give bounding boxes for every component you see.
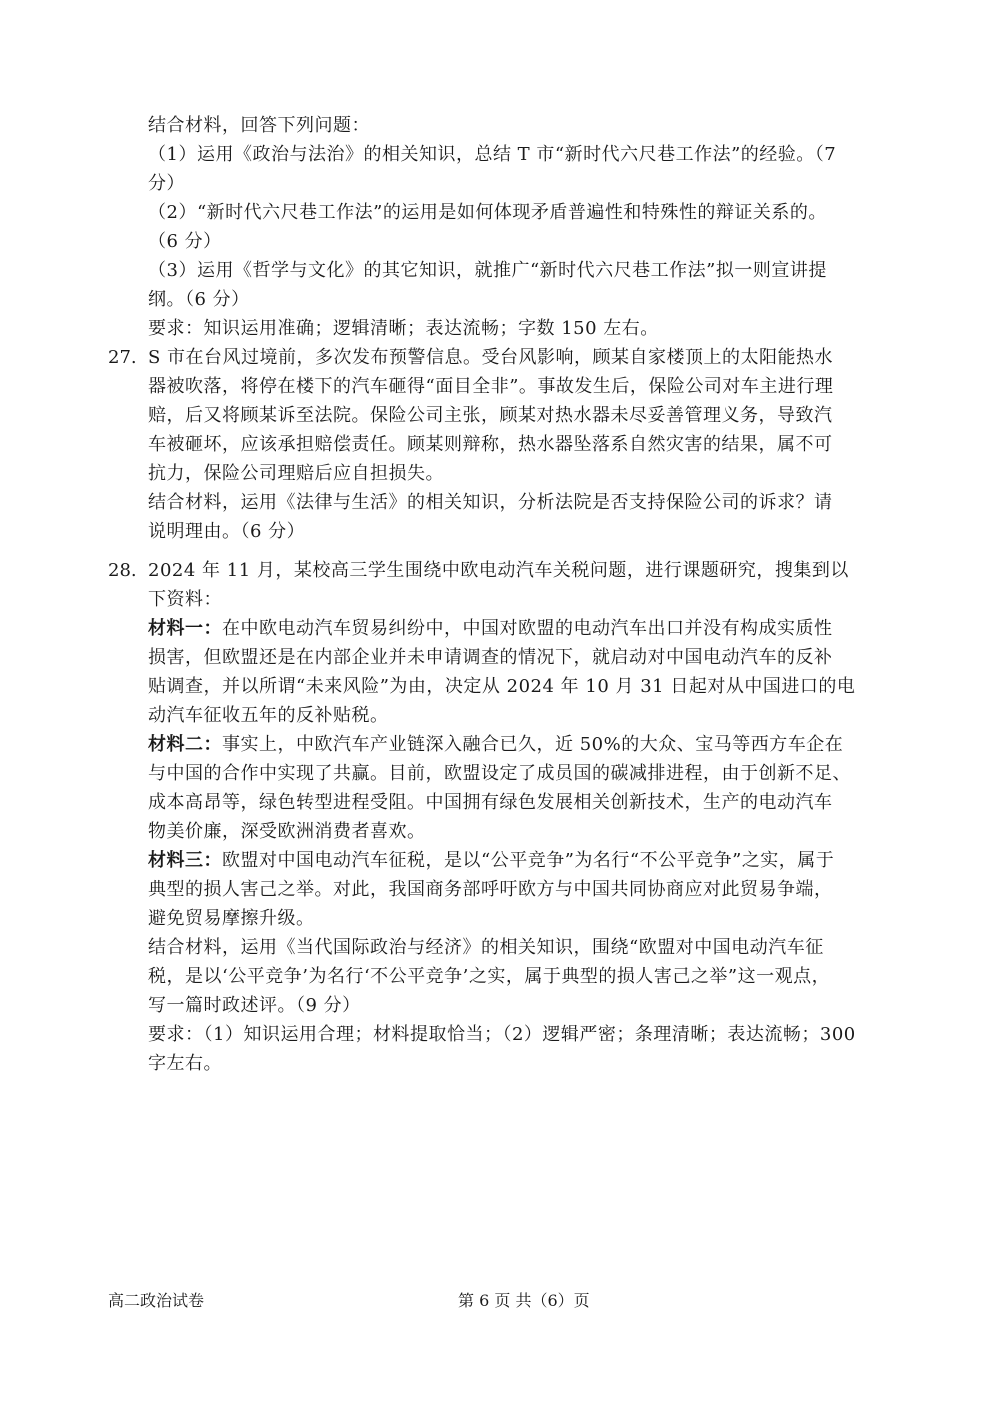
material-3-line3: 避免贸易摩擦升级。 xyxy=(148,908,315,929)
material-1-text: 在中欧电动汽车贸易纠纷中，中国对欧盟的电动汽车出口并没有构成实质性 xyxy=(222,618,833,639)
q26-requirement: 要求：知识运用准确；逻辑清晰；表达流畅；字数 150 左右。 xyxy=(148,318,659,339)
footer-exam-title: 高二政治试卷 xyxy=(108,1291,205,1310)
q27-question-line1: 结合材料，运用《法律与生活》的相关知识，分析法院是否支持保险公司的诉求？请 xyxy=(148,492,833,513)
q26-sub3-line2: 纲。（6 分） xyxy=(148,289,250,310)
material-1-line2: 损害，但欧盟还是在内部企业并未申请调查的情况下，就启动对中国电动汽车的反补 xyxy=(148,647,833,668)
q27-text-line: 器被吹落，将停在楼下的汽车砸得“面目全非”。事故发生后，保险公司对车主进行理 xyxy=(148,376,834,397)
material-1-line1 xyxy=(148,614,888,643)
q28-question-line1: 结合材料，运用《当代国际政治与经济》的相关知识，围绕“欧盟对中国电动汽车征 xyxy=(148,937,824,958)
q28-question-line3: 写一篇时政述评。（9 分） xyxy=(148,995,361,1016)
q28-requirement-line2: 字左右。 xyxy=(148,1053,222,1074)
q26-sub2-line2: （6 分） xyxy=(148,231,222,252)
material-2-line2: 与中国的合作中实现了共赢。目前，欧盟设定了成员国的碳减排进程，由于创新不足、 xyxy=(148,763,851,784)
material-3-line1 xyxy=(148,846,888,875)
material-3-text: 欧盟对中国电动汽车征税，是以“公平竞争”为名行“不公平竞争”之实，属于 xyxy=(222,850,835,871)
q27-text-line: 抗力，保险公司理赔后应自担损失。 xyxy=(148,463,444,484)
q27-text-line: 车被砸坏，应该承担赔偿责任。顾某则辩称，热水器坠落系自然灾害的结果，属不可 xyxy=(148,434,833,455)
q28-intro-line2: 下资料： xyxy=(148,589,222,610)
q27-number: 27. xyxy=(108,347,137,368)
q27-text-line: S 市在台风过境前，多次发布预警信息。受台风影响，顾某自家楼顶上的太阳能热水 xyxy=(148,347,834,368)
footer-page-number: 第 6 页 共（6）页 xyxy=(458,1291,590,1310)
material-2-label: 材料二： xyxy=(148,734,222,755)
q28-question-line2: 税，是以‘公平竞争’为名行‘不公平竞争’之实，属于典型的损人害己之举”这一观点， xyxy=(148,966,831,987)
q26-sub2-line1: （2）“新时代六尺巷工作法”的运用是如何体现矛盾普遍性和特殊性的辩证关系的。 xyxy=(148,202,827,223)
q28-intro-line1: 2024 年 11 月，某校高三学生围绕中欧电动汽车关税问题，进行课题研究，搜集到以 xyxy=(148,560,849,581)
question-26-section xyxy=(148,111,888,343)
material-2-text: 事实上，中欧汽车产业链深入融合已久，近 50%的大众、宝马等西方车企在 xyxy=(222,734,844,755)
material-3-label: 材料三： xyxy=(148,850,222,871)
q27-text-line: 赔，后又将顾某诉至法院。保险公司主张，顾某对热水器未尽妥善管理义务，导致汽 xyxy=(148,405,833,426)
question-27-section xyxy=(148,343,888,546)
q26-sub3-line1: （3）运用《哲学与文化》的其它知识，就推广“新时代六尺巷工作法”拟一则宣讲提 xyxy=(148,260,827,281)
q26-sub1-line2: 分） xyxy=(148,173,185,194)
q27-question-line2: 说明理由。（6 分） xyxy=(148,521,306,542)
material-2-line4: 物美价廉，深受欧洲消费者喜欢。 xyxy=(148,821,426,842)
material-3-line2: 典型的损人害己之举。对此，我国商务部呼吁欧方与中国共同协商应对此贸易争端， xyxy=(148,879,833,900)
q28-number: 28. xyxy=(108,560,137,581)
q28-requirement-line1: 要求：（1）知识运用合理；材料提取恰当；（2）逻辑严密；条理清晰；表达流畅；300 xyxy=(148,1024,856,1045)
material-1-label: 材料一： xyxy=(148,618,222,639)
material-2-line1 xyxy=(148,730,888,759)
q26-intro: 结合材料，回答下列问题： xyxy=(148,115,370,136)
material-2-line3: 成本高昂等，绿色转型进程受阻。中国拥有绿色发展相关创新技术，生产的电动汽车 xyxy=(148,792,833,813)
q26-sub1-line1: （1）运用《政治与法治》的相关知识，总结 T 市“新时代六尺巷工作法”的经验。（7 xyxy=(148,144,837,165)
question-28-section xyxy=(148,556,888,1078)
material-1-line3: 贴调查，并以所谓“未来风险”为由，决定从 2024 年 10 月 31 日起对从中国进口的电 xyxy=(148,676,856,697)
material-1-line4: 动汽车征收五年的反补贴税。 xyxy=(148,705,389,726)
